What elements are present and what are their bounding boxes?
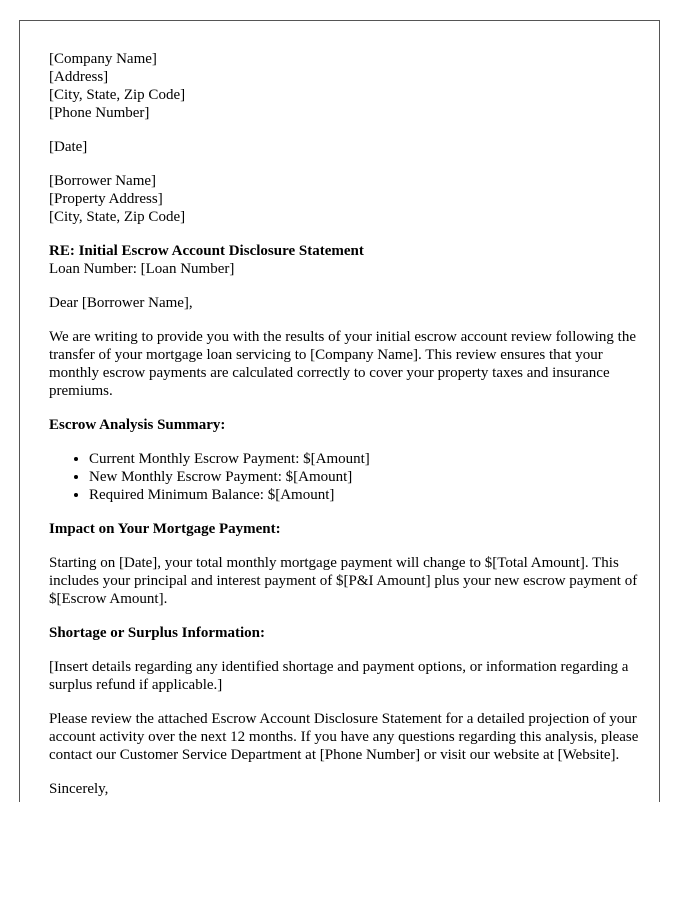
closing-paragraph: Please review the attached Escrow Account Disclosure Statement for a detailed projection of your account activity over the next 12 months. If you have any questions regarding this analysis, please contact our Customer Service Department at [Phone Number] or visit our website at [Website]. (49, 711, 639, 763)
subject-block (49, 242, 639, 278)
salutation: Dear [Borrower Name], (49, 295, 193, 311)
summary-item-minimum-balance: • Required Minimum Balance: $[Amount] (89, 486, 639, 504)
impact-paragraph: Starting on [Date], your total monthly mortgage payment will change to $[Total Amount]. This includes your principal and interest payment of $[P&I Amount] plus your new escrow payment of $[Escrow Amount]. (49, 555, 638, 607)
sender-address: [Address] (49, 69, 109, 85)
impact-heading: Impact on Your Mortgage Payment: (49, 521, 281, 537)
sender-phone: [Phone Number] (49, 105, 150, 121)
date-block (49, 138, 639, 156)
summary-list (49, 450, 639, 504)
letter-date: [Date] (49, 139, 88, 155)
subject-re-line: RE: Initial Escrow Account Disclosure Statement (49, 243, 364, 259)
recipient-block (49, 172, 639, 226)
recipient-property-address: [Property Address] (49, 191, 163, 207)
loan-number: Loan Number: [Loan Number] (49, 261, 235, 277)
shortage-paragraph: [Insert details regarding any identified shortage and payment options, or information regarding a surplus refund if applicable.] (49, 659, 629, 693)
recipient-borrower-name: [Borrower Name] (49, 173, 157, 189)
sender-company-name: [Company Name] (49, 51, 157, 67)
sender-block (49, 50, 639, 122)
signoff: Sincerely, (49, 781, 109, 797)
summary-item-current-payment: • Current Monthly Escrow Payment: $[Amount] (89, 450, 639, 468)
letter-page (19, 20, 660, 802)
summary-item-new-payment: • New Monthly Escrow Payment: $[Amount] (89, 468, 639, 486)
shortage-heading: Shortage or Surplus Information: (49, 625, 265, 641)
sender-city-state-zip: [City, State, Zip Code] (49, 87, 186, 103)
intro-paragraph: We are writing to provide you with the results of your initial escrow account review following the transfer of your mortgage loan servicing to [Company Name]. This review ensures that your monthly escrow payments are calculated correctly to cover your property taxes and insurance premiums. (49, 329, 636, 399)
summary-heading: Escrow Analysis Summary: (49, 417, 226, 433)
letter-content (49, 50, 639, 802)
recipient-city-state-zip: [City, State, Zip Code] (49, 209, 186, 225)
